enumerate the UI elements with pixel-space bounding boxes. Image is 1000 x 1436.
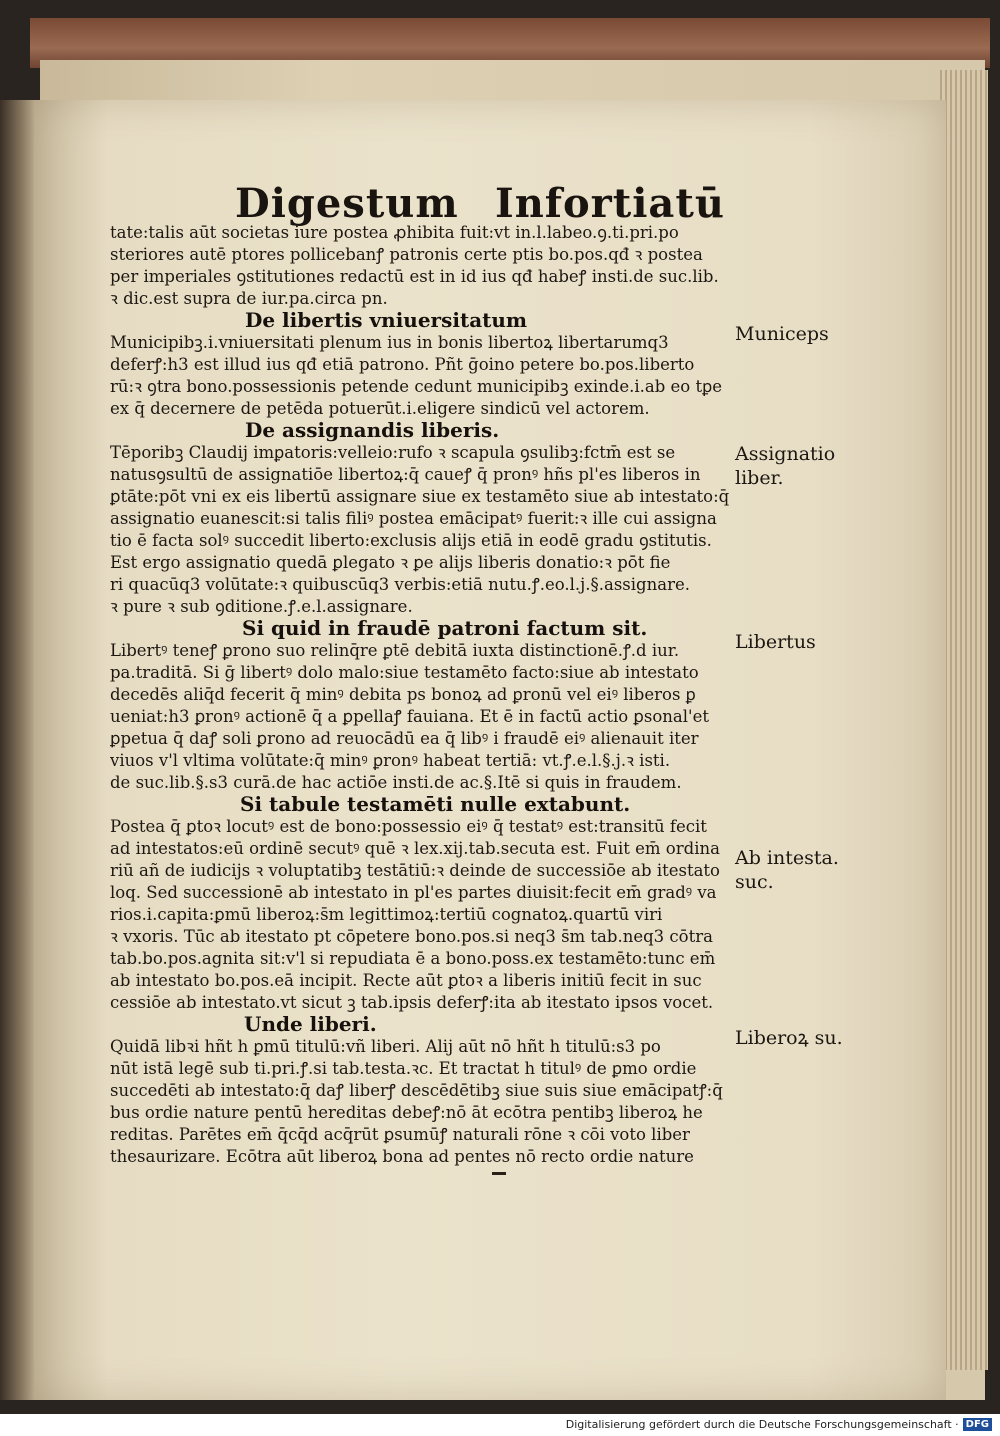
marginal-note: Municeps [735, 323, 829, 345]
page-mark [492, 1172, 506, 1175]
text-line: succedēti ab intestato:q̄ daꝭ liberꝭ descēdētibꝫ siue suis siue emācipatꝭ:q̄ [110, 1081, 723, 1100]
text-line: natusꝯsultū de assignatiōe libertoꝝ:q̄ caueꝭ q̄ pronꝰ hñs pl'es liberos in [110, 465, 701, 484]
text-line: cessiōe ab intestato.vt sicut ꝫ tab.ipsis deferꝭ:ita ab itestato ipsos vocet. [110, 993, 714, 1012]
text-line: Municipibꝫ.i.vniuersitati plenum ius in bonis libertoꝝ libertarumq3 [110, 333, 669, 352]
text-line: Est ergo assignatio quedā ꝑlegato ꝛ ꝑe alijs liberis donatio:ꝛ pōt fie [110, 553, 671, 572]
text-line: decedēs aliq̄d fecerit q̄ minꝰ debita ps bonoꝝ ad ꝑronū vel eiꝰ liberos ꝑ [110, 685, 696, 704]
text-line: ꝛ dic.est supra de iur.pa.circa pn. [110, 289, 388, 308]
text-line: tio ē facta solꝰ succedit liberto:exclusis alijs etiā in eodē gradu ꝯstitutis. [110, 531, 712, 550]
text-line: ab intestato bo.pos.eā incipit. Recte aūt ꝑtoꝛ a liberis initiū fecit in suc [110, 971, 702, 990]
text-line: assignatio euanescit:si talis filiꝰ postea emācipatꝰ fuerit:ꝛ ille cui assigna [110, 509, 717, 528]
section-heading: Si quid in fraudē patroni factum sit. [242, 616, 648, 640]
marginal-note: Libertus [735, 631, 816, 653]
running-head-left: Digestum [235, 180, 459, 227]
text-line: rios.i.capita:ꝑmū liberoꝝ:s̄m legittimoꝝ:tertiū cognatoꝝ.quartū viri [110, 905, 663, 924]
text-line: Tēporibꝫ Claudij imꝑatoris:velleio:rufo ꝛ scapula ꝯsulibꝫ:fctm̄ est se [110, 443, 676, 462]
text-line: steriores autē ptores pollicebanꝭ patronis certe ptis bo.pos.qđ ꝛ postea [110, 245, 703, 264]
text-line: ꝑtāte:pōt vni ex eis libertū assignare siue ex testamēto siue ab intestato:q̄ [110, 487, 730, 506]
text-line: Quidā libꝛi hñt h ꝑmū titulū:vñ liberi. Alij aūt nō hñt h titulū:s3 po [110, 1037, 661, 1056]
text-line: thesaurizare. Ecōtra aūt liberoꝝ bona ad pentes nō recto ordie nature [110, 1147, 694, 1166]
marginal-note: liber. [735, 467, 784, 489]
section-heading: De assignandis liberis. [245, 418, 500, 442]
section-heading: Si tabule testamēti nulle extabunt. [240, 792, 631, 816]
section-heading: Unde liberi. [244, 1012, 377, 1036]
text-line: rū:ꝛ ꝯtra bono.possessionis petende cedunt municipibꝫ exinde.i.ab eo tꝑe [110, 377, 722, 396]
text-line: ad intestatos:eū ordinē secutꝰ quē ꝛ lex.xij.tab.secuta est. Fuit em̄ ordina [110, 839, 720, 858]
text-line: tate:talis aūt societas iure postea ꝓhibita fuit:vt in.l.labeo.ꝯ.ti.pri.po [110, 223, 679, 242]
marginal-note: Ab intesta. [735, 847, 839, 869]
text-line: ꝛ pure ꝛ sub ꝯditione.ꝭ.e.l.assignare. [110, 597, 413, 616]
text-line: Libertꝰ teneꝭ ꝑrono suo relinq̄re ꝑtē debitā iuxta distinctionē.ꝭ.d iur. [110, 641, 680, 660]
text-line: nūt istā legē sub ti.pri.ꝭ.si tab.testa.ꝛc. Et tractat h titulꝰ de ꝑmo ordie [110, 1059, 697, 1078]
text-line: deferꝭ:h3 est illud ius qđ etiā patrono. Pñt ḡoino petere bo.pos.liberto [110, 355, 695, 374]
text-line: ex q̄ decernere de petēda potuerūt.i.eligere sindicū vel actorem. [110, 399, 650, 418]
text-line: bus ordie nature pentū hereditas debeꝭ:nō āt ecōtra pentibꝫ liberoꝝ he [110, 1103, 703, 1122]
text-line: pa.traditā. Si ḡ libertꝰ dolo malo:siue testamēto facto:siue ab intestato [110, 663, 699, 682]
marginal-note: suc. [735, 871, 774, 893]
text-line: loq. Sed successionē ab intestato in pl'es partes diuisit:fecit em̄ gradꝰ va [110, 883, 717, 902]
section-heading: De libertis vniuersitatum [245, 308, 528, 332]
text-line: ꝛ vxoris. Tūc ab itestato pt cōpetere bono.pos.si neq3 s̄m tab.neq3 cōtra [110, 927, 713, 946]
text-line: riū añ de iudicijs ꝛ voluptatibꝫ testātiū:ꝛ deinde de successiōe ab itestato [110, 861, 720, 880]
text-line: reditas. Parētes em̄ q̄cq̄d acq̄rūt ꝑsumūꝭ naturali rōne ꝛ cōi voto liber [110, 1125, 690, 1144]
text-line: tab.bo.pos.agnita sit:v'l si repudiata ē a bono.poss.ex testamēto:tunc em̄ [110, 949, 716, 968]
text-line: viuos v'l vltima volūtate:q̄ minꝰ ꝑronꝰ habeat tertiā: vt.ꝭ.e.l.§.j.ꝛ isti. [110, 751, 671, 770]
footer-text: Digitalisierung gefördert durch die Deutsche Forschungsgemeinschaft · [565, 1418, 959, 1431]
footer [566, 1418, 992, 1431]
marginal-note: Liberoꝝ su. [735, 1027, 843, 1049]
marginal-note: Assignatio [735, 443, 836, 465]
text-line: per imperiales ꝯstitutiones redactū est in id ius qđ habeꝭ insti.de suc.lib. [110, 267, 719, 286]
text-line: de suc.lib.§.s3 curā.de hac actiōe insti.de ac.§.Itē si quis in fraudem. [110, 773, 682, 792]
book-fore-edge [940, 70, 988, 1370]
running-head-right: Infortiatū [495, 180, 725, 227]
text-line: ꝑpetua q̄ daꝭ soli ꝑrono ad reuocādū ea q̄ libꝰ i fraudē eiꝰ alienauit iter [110, 729, 699, 748]
text-line: Postea q̄ ꝑtoꝛ locutꝰ est de bono:possessio eiꝰ q̄ testatꝰ est:transitū fecit [110, 817, 707, 836]
text-line: ri quacūq3 volūtate:ꝛ quibuscūq3 verbis:etiā nutu.ꝭ.eo.l.j.§.assignare. [110, 575, 690, 594]
dfg-logo: DFG [963, 1418, 992, 1431]
text-line: ueniat:h3 ꝑronꝰ actionē q̄ a ꝑpellaꝭ fauiana. Et ē in factū actio ꝑsonal'et [110, 707, 709, 726]
